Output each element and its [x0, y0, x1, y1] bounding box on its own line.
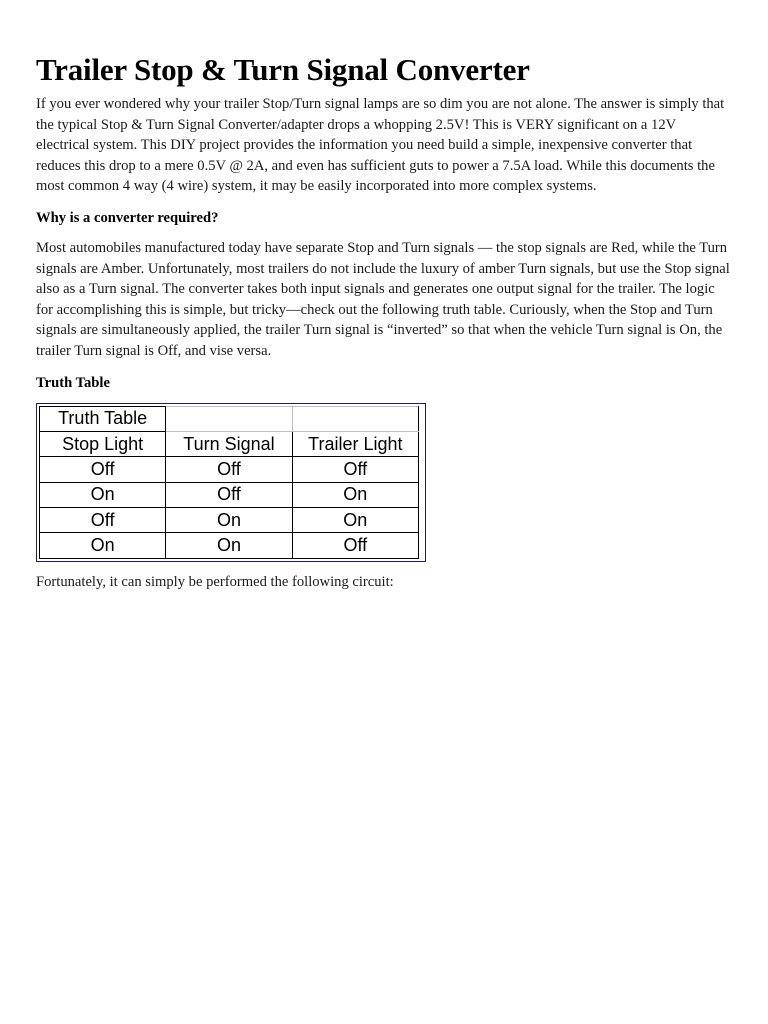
column-header-stop-light: Stop Light [40, 431, 166, 456]
table-row [40, 482, 419, 507]
section-paragraph: Most automobiles manufactured today have separate Stop and Turn signals — the stop signals are Red, while the Turn signals are Amber. Unfortunately, most trailers do not include the luxury of amber Turn signals, but use the Stop signal also as a Turn signal. The converter takes both input signals and generates one output signal for the trailer. The logic for accomplishing this is simple, but tricky—check out the following truth table. Curiously, when the Stop and Turn signals are simultaneously applied, the trailer Turn signal is “inverted” so that when the vehicle Turn signal is On, the trailer Turn signal is Off, and vise versa. [36, 239, 730, 359]
table-cell: Off [40, 508, 166, 533]
table-header-row [40, 431, 419, 456]
table-cell: Off [292, 533, 418, 558]
table-cell: On [40, 533, 166, 558]
closing-paragraph: Fortunately, it can simply be performed the following circuit: [36, 573, 394, 590]
table-cell: On [166, 533, 292, 558]
truth-table-frame [36, 403, 426, 562]
table-cell: On [292, 482, 418, 507]
table-cell: Off [166, 457, 292, 482]
column-header-trailer-light: Trailer Light [292, 431, 418, 456]
table-empty-cell [292, 406, 418, 431]
intro-paragraph: If you ever wondered why your trailer Stop/Turn signal lamps are so dim you are not alone. The answer is simply that the typical Stop & Turn Signal Converter/adapter drops a whopping 2.5V! This is VERY significant on a 12V electrical system. This DIY project provides the information you need build a simple, inexpensive converter that reduces this drop to a mere 0.5V @ 2A, and even has sufficient guts to power a 7.5A load. While this documents the most common 4 way (4 wire) system, it may be easily incorporated into more complex systems. [36, 96, 725, 195]
table-title-row [40, 406, 419, 431]
table-cell: On [166, 508, 292, 533]
table-empty-cell [166, 406, 292, 431]
table-cell: On [292, 508, 418, 533]
document-page [36, 52, 732, 603]
page-title: Trailer Stop & Turn Signal Converter [36, 52, 530, 87]
section-heading: Why is a converter required? [36, 209, 219, 226]
table-cell: Off [292, 457, 418, 482]
table-title-cell: Truth Table [40, 406, 166, 431]
table-row [40, 533, 419, 558]
column-header-turn-signal: Turn Signal [166, 431, 292, 456]
table-cell: Off [40, 457, 166, 482]
table-row [40, 508, 419, 533]
truth-table [39, 406, 419, 559]
table-cell: On [40, 482, 166, 507]
table-row [40, 457, 419, 482]
table-cell: Off [166, 482, 292, 507]
truth-table-heading: Truth Table [36, 374, 110, 391]
